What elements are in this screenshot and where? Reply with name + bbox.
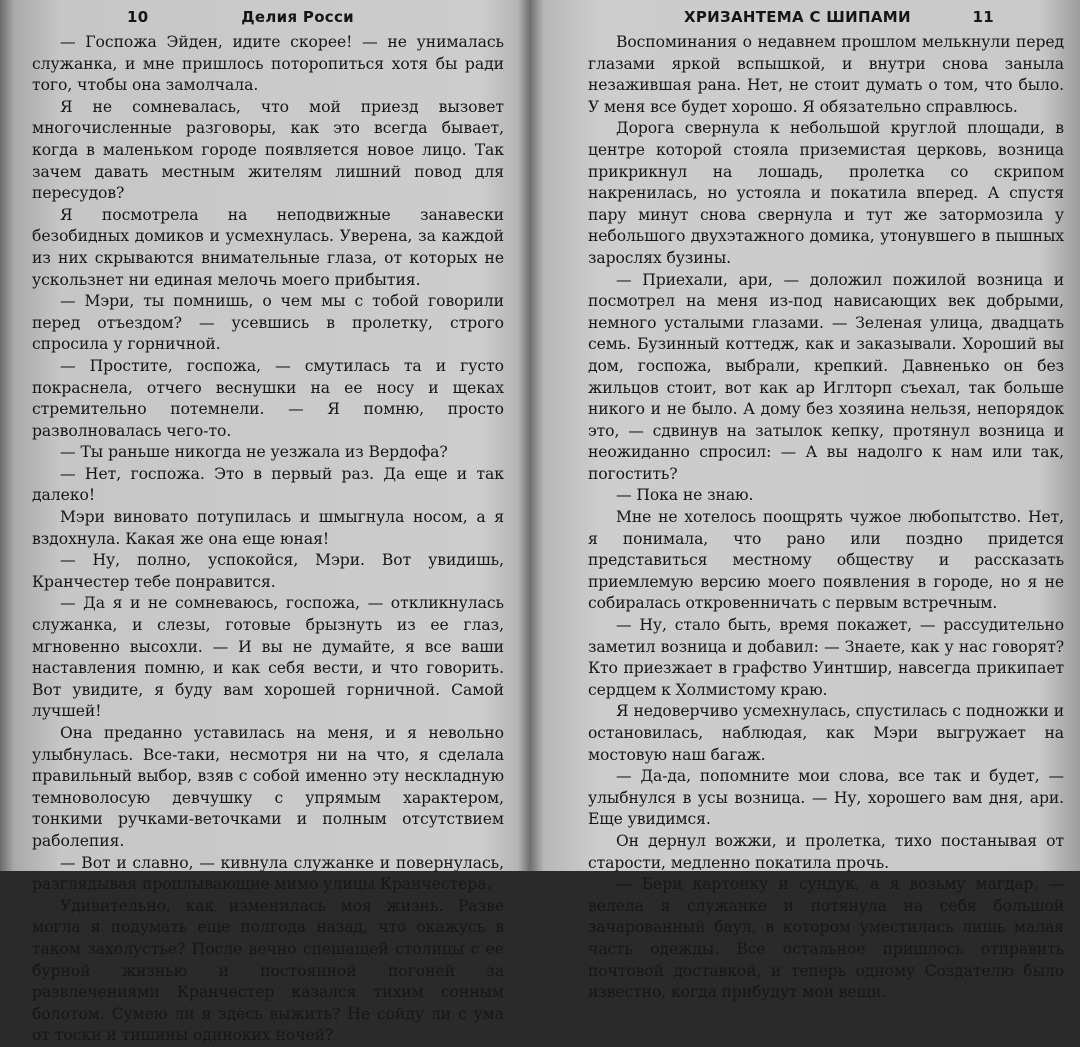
paragraph: Я недоверчиво усмехнулась, спустилась с подножки и остановилась, наблюдая, как Мэри выгружает на мостовую наш багаж. xyxy=(588,702,1064,764)
paragraph: Он дернул вожжи, и пролетка, тихо постанывая от старости, медленно покатила прочь. xyxy=(588,831,1064,872)
paragraph: Дорога свернула к небольшой круглой площади, в центре которой стояла приземистая церковь, возница прикрикнул на лошадь, пролетка со скрипом накренилась, но устояла и покатила вперед. А спустя пару минут снова свернула и тут же затормозила у небольшого двухэтажного домика, утонувшего в пышных зарослях бузины. xyxy=(588,119,1064,267)
right-page-text xyxy=(588,32,1064,1004)
paragraph: Мэри виновато потупилась и шмыгнула носом, а я вздохнула. Какая же она еще юная! xyxy=(32,508,504,548)
paragraph: — Да я и не сомневаюсь, госпожа, — откликнулась служанка, и слезы, готовые брызнуть из ее глаз, мгновенно высохли. — И вы не думайте, я все ваши наставления помню, и как себя вести, и что говорить. Вот увидите, я буду вам хорошей горничной. Самой лучшей! xyxy=(32,594,504,721)
paragraph: Воспоминания о недавнем прошлом мелькнули перед глазами яркой вспышкой, и внутри снова заныла незажившая рана. Нет, не стоит думать о том, что было. У меня все будет хорошо. Я обязательно справлюсь. xyxy=(588,33,1064,116)
paragraph: — Да-да, попомните мои слова, все так и будет, — улыбнулся в усы возница. — Ну, хорошего вам дня, ари. Еще увидимся. xyxy=(588,767,1064,829)
paragraph: — Простите, госпожа, — смутилась та и густо покраснела, отчего веснушки на ее носу и щеках стремительно потемнели. — Я помню, просто разволновалась чего-то. xyxy=(32,356,504,440)
paragraph: Я посмотрела на неподвижные занавески безобидных домиков и усмехнулась. Уверена, за каждой из них скрываются внимательные глаза, от которых не ускользнет ни единая мелочь моего прибытия. xyxy=(32,205,504,289)
right-page xyxy=(536,0,1080,1002)
paragraph: — Ты раньше никогда не уезжала из Вердофа? xyxy=(60,443,448,462)
paragraph: Она преданно уставилась на меня, и я невольно улыбнулась. Все-таки, несмотря ни на что, я сделала правильный выбор, взяв с собой именно эту нескладную темноволосую девчушку с упрямым характером, тонкими ручками-веточками и полным отсутствием раболепия. xyxy=(32,724,504,850)
left-page xyxy=(0,0,528,1045)
paragraph: — Приехали, ари, — доложил пожилой возница и посмотрел на меня из-под нависающих век добрыми, немного усталыми глазами. — Зеленая улица, двадцать семь. Бузинный коттедж, как и заказывали. Хороший вы дом, госпожа, выбрали, крепкий. Давненько он без жильцов стоит, вот как ар Иглторп съехал, так больше никого и не было. А дому без хозяина нельзя, непорядок это, — сдвинув на затылок кепку, протянул возница и неожиданно спросил: — А вы надолго к нам или так, погостить? xyxy=(588,270,1064,483)
paragraph: — Бери картонку и сундук, а я возьму магдар, — велела я служанке и потянула на себя большой зачарованный баул, в котором уместилась лишь малая часть одежды. Все остальное пришлось отправить почтовой доставкой, и теперь одному Создателю было известно, когда прибудут мои вещи. xyxy=(588,875,1064,1002)
left-author-name: Делия Росси xyxy=(241,8,354,26)
paragraph: Мне не хотелось поощрять чужое любопытство. Нет, я понимала, что рано или поздно придется представиться местному обществу и рассказать приемлемую версию моего появления в городе, но я не собиралась откровенничать с первым встречным. xyxy=(588,508,1064,613)
paragraph: Я не сомневалась, что мой приезд вызовет многочисленные разговоры, как это всегда бывает, когда в маленьком городе появляется новое лицо. Так зачем давать местным жителям лишний повод для пересудов? xyxy=(32,97,504,203)
right-running-head xyxy=(588,2,1064,32)
paragraph: — Пока не знаю. xyxy=(616,486,754,505)
paragraph: — Госпожа Эйден, идите скорее! — не унималась служанка, и мне пришлось поторопиться хотя бы ради того, чтобы она замолчала. xyxy=(32,33,504,95)
paragraph: — Вот и славно, — кивнула служанке и повернулась, разглядывая проплывающие мимо улицы Кранчестера. xyxy=(32,853,504,894)
right-page-number: 11 xyxy=(972,8,994,26)
right-book-title: ХРИЗАНТЕМА С ШИПАМИ xyxy=(684,8,911,26)
left-running-head xyxy=(32,2,504,32)
paragraph: — Мэри, ты помнишь, о чем мы с тобой говорили перед отъездом? — усевшись в пролетку, строго спросила у горничной. xyxy=(32,292,504,354)
left-page-text xyxy=(32,32,504,1047)
paragraph: Удивительно, как изменилась моя жизнь. Разве могла я подумать еще полгода назад, что окажусь в таком захолустье? После вечно спешащей столицы с ее бурной жизнью и постоянной погоней за развлечениями Кранчестер казался тихим сонным болотом. Сумею ли я здесь выжить? Не сойду ли с ума от тоски и тишины одиноких ночей? xyxy=(32,896,504,1045)
paragraph: — Ну, стало быть, время покажет, — рассудительно заметил возница и добавил: — Знаете, как у нас говорят? Кто приезжает в графство Уинтшир, навсегда прикипает сердцем к Холмистому краю. xyxy=(588,616,1064,699)
left-page-number: 10 xyxy=(127,8,149,26)
paragraph: — Нет, госпожа. Это в первый раз. Да еще и так далеко! xyxy=(32,464,504,505)
paragraph: — Ну, полно, успокойся, Мэри. Вот увидишь, Кранчестер тебе понравится. xyxy=(32,551,504,591)
